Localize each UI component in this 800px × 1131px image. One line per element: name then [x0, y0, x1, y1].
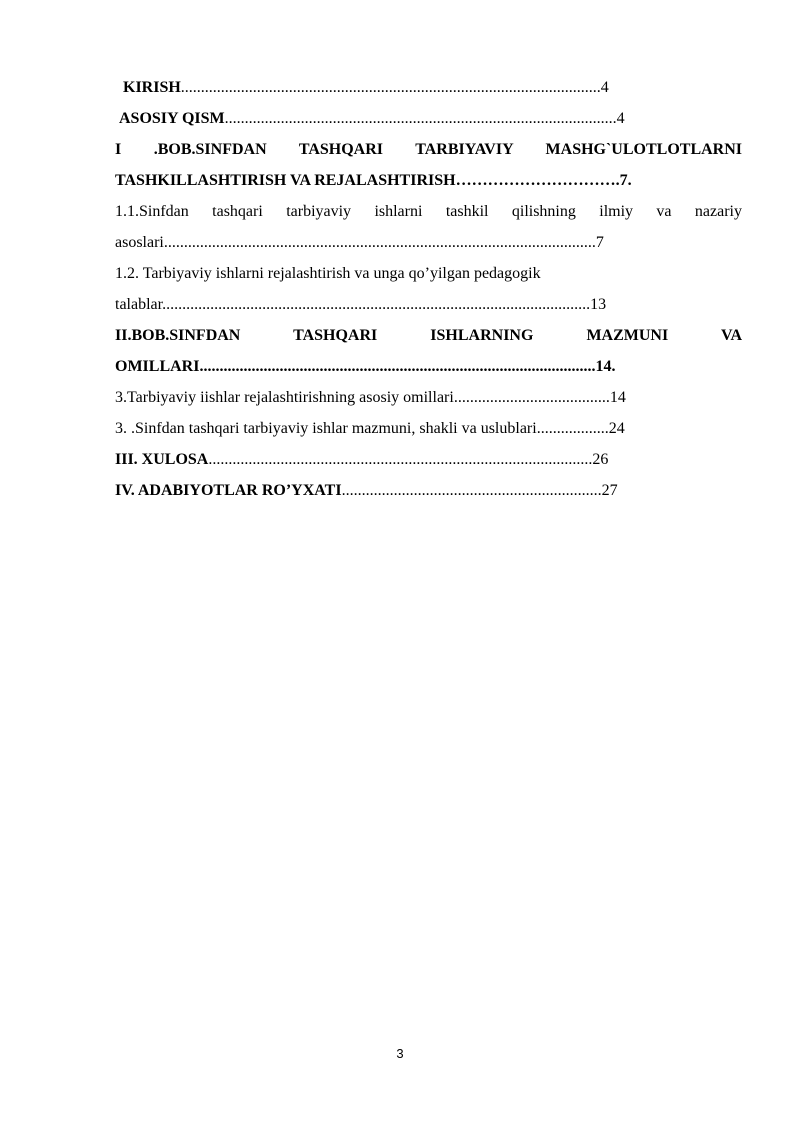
toc-page: .7.	[615, 172, 632, 189]
toc-dots: ..................	[536, 420, 609, 437]
toc-dots: ..................................................................................................	[224, 110, 617, 127]
toc-title: IV. ADABIYOTLAR RO’YXATI	[115, 482, 342, 499]
toc-dots: .................................................................	[341, 482, 602, 499]
toc-page: 14.	[595, 358, 616, 375]
toc-page: 4	[616, 110, 625, 127]
toc-title-line-1: 1.1.Sinfdan tashqari tarbiyaviy ishlarni tashkil qilishning ilmiy va nazariy	[115, 203, 742, 220]
toc-title: asoslari	[115, 234, 164, 251]
toc-dots: .........................................................................................................	[180, 79, 601, 96]
toc-title: KIRISH	[123, 79, 181, 96]
toc-entry-chapter-1	[115, 134, 742, 196]
toc-title-line-2	[115, 165, 742, 196]
toc-title: 3. .Sinfdan tashqari tarbiyaviy ishlar mazmuni, shakli va uslublari	[115, 420, 537, 437]
toc-page: 24	[608, 420, 625, 437]
toc-title-line-1: I .BOB.SINFDAN TASHQARI TARBIYAVIY MASHG`ULOTLOTLARNI	[115, 141, 742, 158]
table-of-contents	[115, 72, 742, 506]
toc-entry-section-1-1	[115, 196, 742, 258]
toc-page: 14	[609, 389, 626, 406]
toc-title: 3.Tarbiyaviy iishlar rejalashtirishning asosiy omillari	[115, 389, 454, 406]
toc-page: 4	[600, 79, 609, 96]
page-number: 3	[396, 1046, 404, 1061]
toc-title: ASOSIY QISM	[119, 110, 225, 127]
toc-entry-xulosa	[115, 444, 742, 475]
toc-entry-chapter-2	[115, 320, 742, 382]
toc-title-line-2	[115, 227, 742, 258]
toc-title: OMILLARI	[115, 358, 200, 375]
toc-title-line-2	[115, 351, 742, 382]
toc-title-line-2	[115, 289, 742, 320]
toc-dots: ...........................................................................................................	[162, 296, 591, 313]
toc-entry-kirish	[115, 72, 742, 103]
toc-entry-asosiy-qism	[115, 103, 742, 134]
toc-entry-section-3b	[115, 413, 742, 444]
toc-dots: ............................................................................................................	[163, 234, 596, 251]
toc-title-line-1: II.BOB.SINFDAN TASHQARI ISHLARNING MAZMUNI VA	[115, 327, 742, 344]
toc-dots: ...................................................................................................	[199, 358, 596, 375]
toc-title: III. XULOSA	[115, 451, 209, 468]
toc-page: 13	[590, 296, 607, 313]
toc-entry-adabiyotlar	[115, 475, 742, 506]
toc-dots: …………………………	[455, 172, 616, 189]
toc-entry-section-3a	[115, 382, 742, 413]
toc-page: 27	[601, 482, 618, 499]
toc-title: TASHKILLASHTIRISH VA REJALASHTIRISH	[115, 172, 456, 189]
toc-entry-section-1-2	[115, 258, 742, 320]
toc-title: talablar	[115, 296, 163, 313]
toc-page: 26	[592, 451, 609, 468]
toc-title-line-1: 1.2. Tarbiyaviy ishlarni rejalashtirish va unga qo’yilgan pedagogik	[115, 265, 541, 282]
toc-dots: .......................................	[453, 389, 610, 406]
toc-dots: ................................................................................................	[208, 451, 593, 468]
toc-page: 7	[595, 234, 604, 251]
